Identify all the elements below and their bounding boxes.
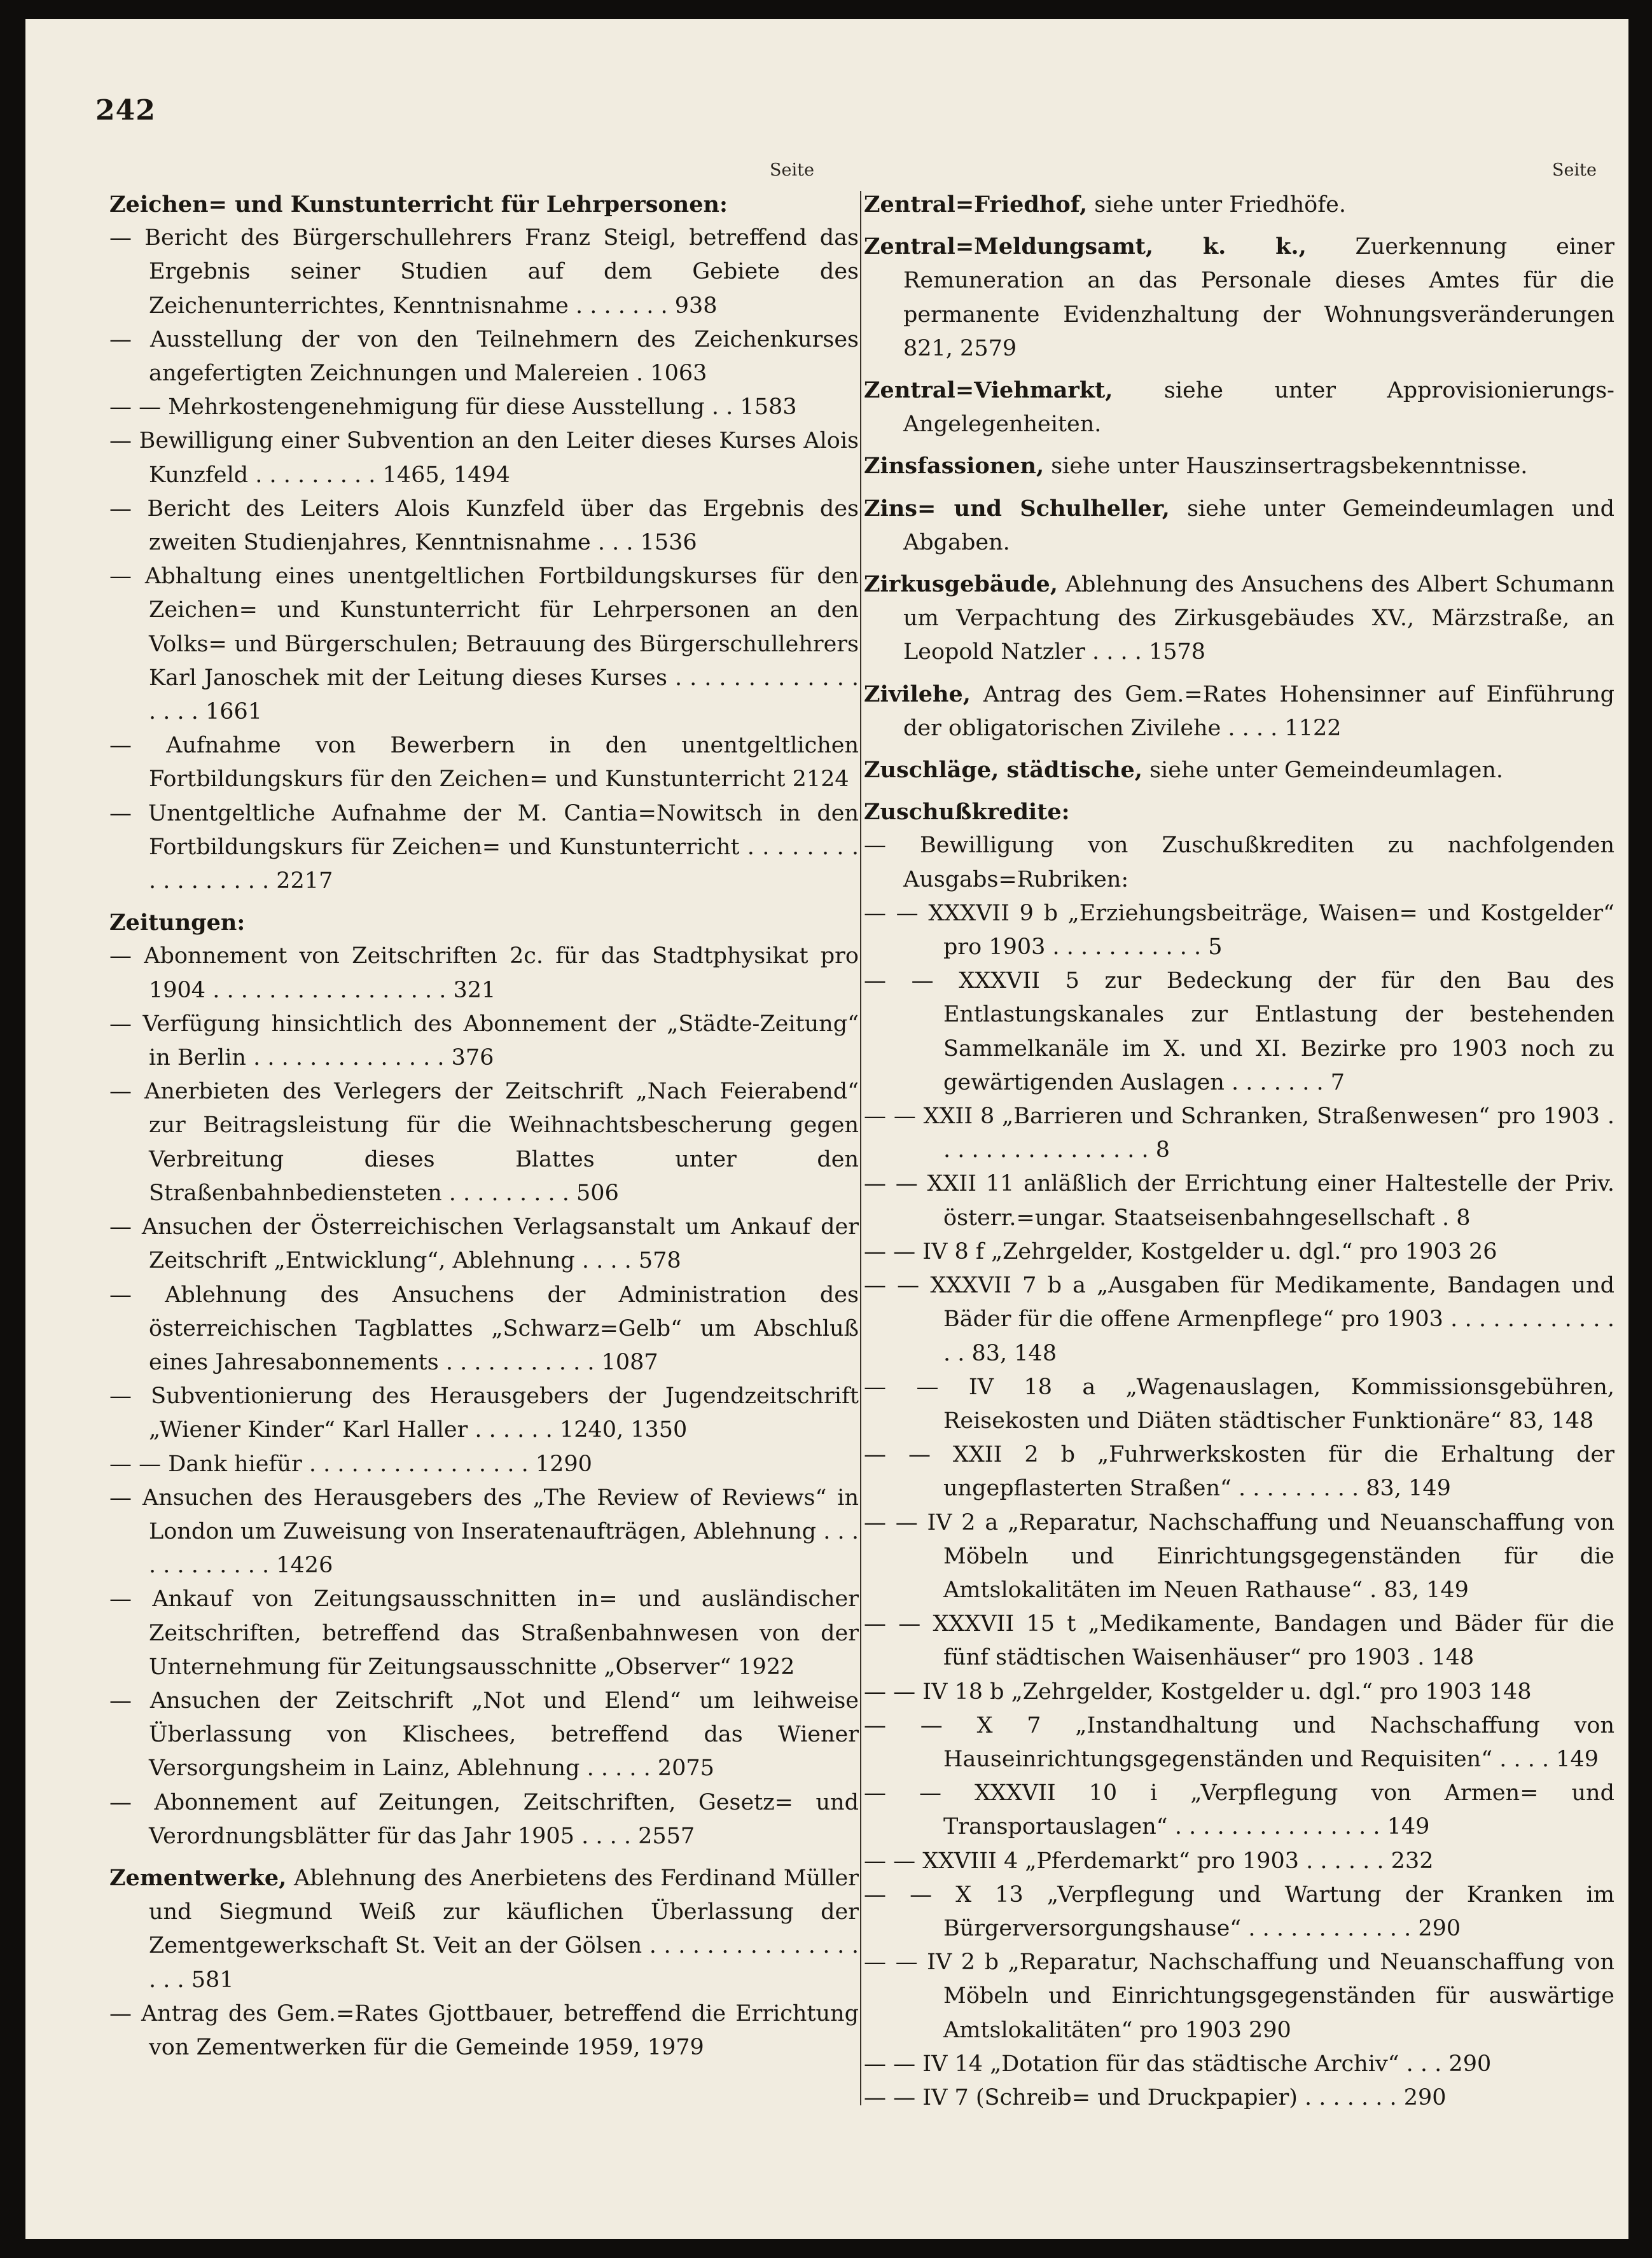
lead-term: Zins= und Schulheller, — [864, 495, 1170, 522]
index-entry: — Subventionierung des Herausgebers der Jugendzeitschrift „Wiener Kinder“ Karl Haller . . . . . . 1240, 1350 — [109, 1383, 859, 1443]
index-lead-entry — [864, 449, 1614, 483]
left-column — [109, 188, 859, 2065]
index-page — [25, 19, 1628, 2239]
index-entry: — — IV 2 b „Reparatur, Nachschaffung und Neuanschaffung von Möbeln und Einrichtungsgegenständen für auswärtige Amtslokalitäten“ pro 1903 290 — [864, 1950, 1614, 2043]
lead-term: Zentral=Viehmarkt, — [864, 377, 1113, 404]
index-lead-entry — [864, 492, 1614, 560]
index-entry: — Bericht des Bürgerschullehrers Franz Steigl, betreffend das Ergebnis seiner Studien auf dem Gebiete des Zeichenunterrichtes, Kenntnisnahme . . . . . . . 938 — [109, 225, 859, 319]
index-entry: — — XXII 8 „Barrieren und Schranken, Straßenwesen“ pro 1903 . . . . . . . . . . . . . . . . 8 — [864, 1104, 1614, 1163]
index-entry: — Ansuchen der Zeitschrift „Not und Elend“ um leihweise Überlassung von Klischees, betreffend das Wiener Versorgungsheim in Lainz, Ablehnung . . . . . 2075 — [109, 1687, 859, 1782]
lead-text: siehe unter Approvisionierungs-Angelegenheiten. — [903, 378, 1614, 438]
index-entry: — — XXII 11 anläßlich der Errichtung einer Haltestelle der Priv. österr.=ungar. Staatseisenbahngesellschaft . 8 — [864, 1171, 1614, 1231]
lead-text: Ablehnung des Anerbietens des Ferdinand Müller und Siegmund Weiß zur käuflichen Überlassung der Zementgewerkschaft St. Veit an der Gölsen . . . . . . . . . . . . . . . . . . 581 — [149, 1865, 859, 1993]
index-entry: — — XXVIII 4 „Pferdemarkt“ pro 1903 . . . . . . 232 — [864, 1848, 1434, 1874]
index-entry: — — XXXVII 5 zur Bedeckung der für den Bau des Entlastungskanales zur Entlastung der bestehenden Sammelkanäle im X. und XI. Bezirke pro 1903 noch zu gewärtigenden Auslagen . . . . . . . 7 — [864, 968, 1614, 1095]
index-lead-entry — [864, 188, 1614, 222]
index-entry: — Ansuchen des Herausgebers des „The Review of Reviews“ in London um Zuweisung von Inseratenaufträgen, Ablehnung . . . . . . . . . . . . 1426 — [109, 1485, 859, 1579]
lead-term: Zementwerke, — [109, 1864, 287, 1891]
lead-text: Antrag des Gem.=Rates Hohensinner auf Einführung der obligatorischen Zivilehe . . . . 1122 — [903, 681, 1614, 741]
index-entry: — Anerbieten des Verlegers der Zeitschrift „Nach Feierabend“ zur Beitragsleistung für die Weihnachtsbescherung gegen Verbreitung dieses Blattes unter den Straßenbahnbediensteten . . . . . . . . . 506 — [109, 1079, 859, 1206]
index-entry: — — Dank hiefür . . . . . . . . . . . . . . . . 1290 — [109, 1451, 592, 1477]
index-entry: — Ausstellung der von den Teilnehmern des Zeichenkurses angefertigten Zeichnungen und Malereien . 1063 — [109, 326, 859, 387]
index-entry: — — Mehrkostengenehmigung für diese Ausstellung . . 1583 — [109, 394, 797, 420]
lead-term: Zentral=Meldungsamt, k. k., — [864, 233, 1307, 260]
index-entry: — Aufnahme von Bewerbern in den unentgeltlichen Fortbildungskurs für den Zeichen= und Kunstunterricht 2124 — [109, 733, 859, 793]
lead-term: Zirkusgebäude, — [864, 571, 1058, 598]
lead-term: Zuschläge, städtische, — [864, 757, 1142, 784]
index-lead-entry — [864, 230, 1614, 366]
page-number: 242 — [95, 94, 156, 127]
index-entry: — Ablehnung des Ansuchens der Administration des österreichischen Tagblattes „Schwarz=Gelb“ um Abschluß eines Jahresabonnements . . . . . . . . . . . 1087 — [109, 1282, 859, 1375]
index-lead-entry — [864, 677, 1614, 745]
index-entry: — — IV 18 b „Zehrgelder, Kostgelder u. dgl.“ pro 1903 148 — [864, 1679, 1532, 1705]
right-column — [864, 188, 1614, 2115]
index-entry: — — IV 14 „Dotation für das städtische Archiv“ . . . 290 — [864, 2051, 1492, 2077]
index-lead-entry — [864, 753, 1614, 787]
index-entry: — Ansuchen der Österreichischen Verlagsanstalt um Ankauf der Zeitschrift „Entwicklung“, Ablehnung . . . . 578 — [109, 1214, 859, 1274]
lead-text: siehe unter Friedhöfe. — [1087, 192, 1346, 218]
lead-text: Ablehnung des Ansuchens des Albert Schumann um Verpachtung des Zirkusgebäudes XV., Märzstraße, an Leopold Natzler . . . . 1578 — [903, 572, 1614, 665]
index-entry: — — X 7 „Instandhaltung und Nachschaffung von Hauseinrichtungsgegenständen und Requisiten“ . . . . 149 — [864, 1712, 1614, 1772]
index-entry: — Antrag des Gem.=Rates Gjottbauer, betreffend die Errichtung von Zementwerken für die Gemeinde 1959, 1979 — [109, 2000, 859, 2060]
lead-text: siehe unter Gemeindeumlagen. — [1142, 758, 1504, 784]
index-entry: — Ankauf von Zeitungsausschnitten in= und ausländischer Zeitschriften, betreffend das Straßenbahnwesen von der Unternehmung für Zeitungsausschnitte „Observer“ 1922 — [109, 1586, 859, 1680]
index-entry: — Abonnement von Zeitschriften 2c. für das Stadtphysikat pro 1904 . . . . . . . . . . . . . . . . . 321 — [109, 943, 859, 1003]
index-entry: — — XXII 2 b „Fuhrwerkskosten für die Erhaltung der ungepflasterten Straßen“ . . . . . . . . . 83, 149 — [864, 1442, 1614, 1502]
index-lead-entry — [864, 567, 1614, 670]
column-header-left: Seite — [770, 160, 814, 180]
lead-text: siehe unter Hauszinsertragsbekenntnisse. — [1044, 454, 1528, 480]
column-header-right: Seite — [1552, 160, 1597, 180]
index-heading: Zuschußkredite: — [864, 799, 1070, 826]
index-entry: — — IV 18 a „Wagenauslagen, Kommissionsgebühren, Reisekosten und Diäten städtischer Funktionäre“ 83, 148 — [864, 1374, 1614, 1434]
index-entry: — — IV 2 a „Reparatur, Nachschaffung und Neuanschaffung von Möbeln und Einrichtungsgegenständen für die Amtslokalitäten im Neuen Rathause“ . 83, 149 — [864, 1509, 1614, 1603]
lead-term: Zinsfassionen, — [864, 453, 1045, 480]
index-lead-entry — [864, 373, 1614, 441]
index-entry: — — XXXVII 7 b a „Ausgaben für Medikamente, Bandagen und Bäder für die offene Armenpflege“ pro 1903 . . . . . . . . . . . . . . 83, 148 — [864, 1273, 1614, 1366]
index-entry: — — X 13 „Verpflegung und Wartung der Kranken im Bürgerversorgungshause“ . . . . . . . . . . . . 290 — [864, 1881, 1614, 1941]
index-entry: — Abhaltung eines unentgeltlichen Fortbildungskurses für den Zeichen= und Kunstunterricht für Lehrpersonen an den Volks= und Bürgerschulen; Betrauung des Bürgerschullehrers Karl Janoschek mit der Leitung dieses Kurses . . . . . . . . . . . . . . . . . 1661 — [109, 564, 859, 725]
column-divider — [860, 191, 861, 2105]
index-entry: — Bericht des Leiters Alois Kunzfeld über das Ergebnis des zweiten Studienjahres, Kenntnisnahme . . . 1536 — [109, 495, 859, 556]
index-entry: — Bewilligung einer Subvention an den Leiter dieses Kurses Alois Kunzfeld . . . . . . . . . 1465, 1494 — [109, 428, 859, 488]
lead-text: Zuerkennung einer Remuneration an das Personale dieses Amtes für die permanente Evidenzhaltung der Wohnungsveränderungen 821, 2579 — [903, 234, 1614, 361]
lead-text: siehe unter Gemeindeumlagen und Abgaben. — [903, 495, 1614, 555]
index-lead-entry — [109, 1861, 859, 1997]
index-entry: — — XXXVII 10 i „Verpflegung von Armen= und Transportauslagen“ . . . . . . . . . . . . . . . 149 — [864, 1780, 1614, 1840]
index-entry: — — XXXVII 9 b „Erziehungsbeiträge, Waisen= und Kostgelder“ pro 1903 . . . . . . . . . . . 5 — [864, 900, 1614, 960]
index-entry: — Verfügung hinsichtlich des Abonnement der „Städte-Zeitung“ in Berlin . . . . . . . . . . . . . . 376 — [109, 1011, 859, 1071]
index-entry: — — IV 8 f „Zehrgelder, Kostgelder u. dgl.“ pro 1903 26 — [864, 1238, 1497, 1264]
index-entry: — Unentgeltliche Aufnahme der M. Cantia=Nowitsch in den Fortbildungskurs für Zeichen= und Kunstunterricht . . . . . . . . . . . . . . . . . 2217 — [109, 800, 859, 894]
index-entry: — Abonnement auf Zeitungen, Zeitschriften, Gesetz= und Verordnungsblätter für das Jahr 1905 . . . . 2557 — [109, 1789, 859, 1849]
index-heading: Zeichen= und Kunstunterricht für Lehrpersonen: — [109, 191, 728, 218]
lead-term: Zentral=Friedhof, — [864, 191, 1088, 218]
index-entry: — Bewilligung von Zuschußkrediten zu nachfolgenden Ausgabs=Rubriken: — [864, 833, 1614, 892]
index-entry: — — XXXVII 15 t „Medikamente, Bandagen und Bäder für die fünf städtischen Waisenhäuser“ pro 1903 . 148 — [864, 1611, 1614, 1671]
index-heading: Zeitungen: — [109, 910, 246, 936]
index-entry: — — IV 7 (Schreib= und Druckpapier) . . . . . . . 290 — [864, 2084, 1447, 2110]
lead-term: Zivilehe, — [864, 681, 971, 707]
